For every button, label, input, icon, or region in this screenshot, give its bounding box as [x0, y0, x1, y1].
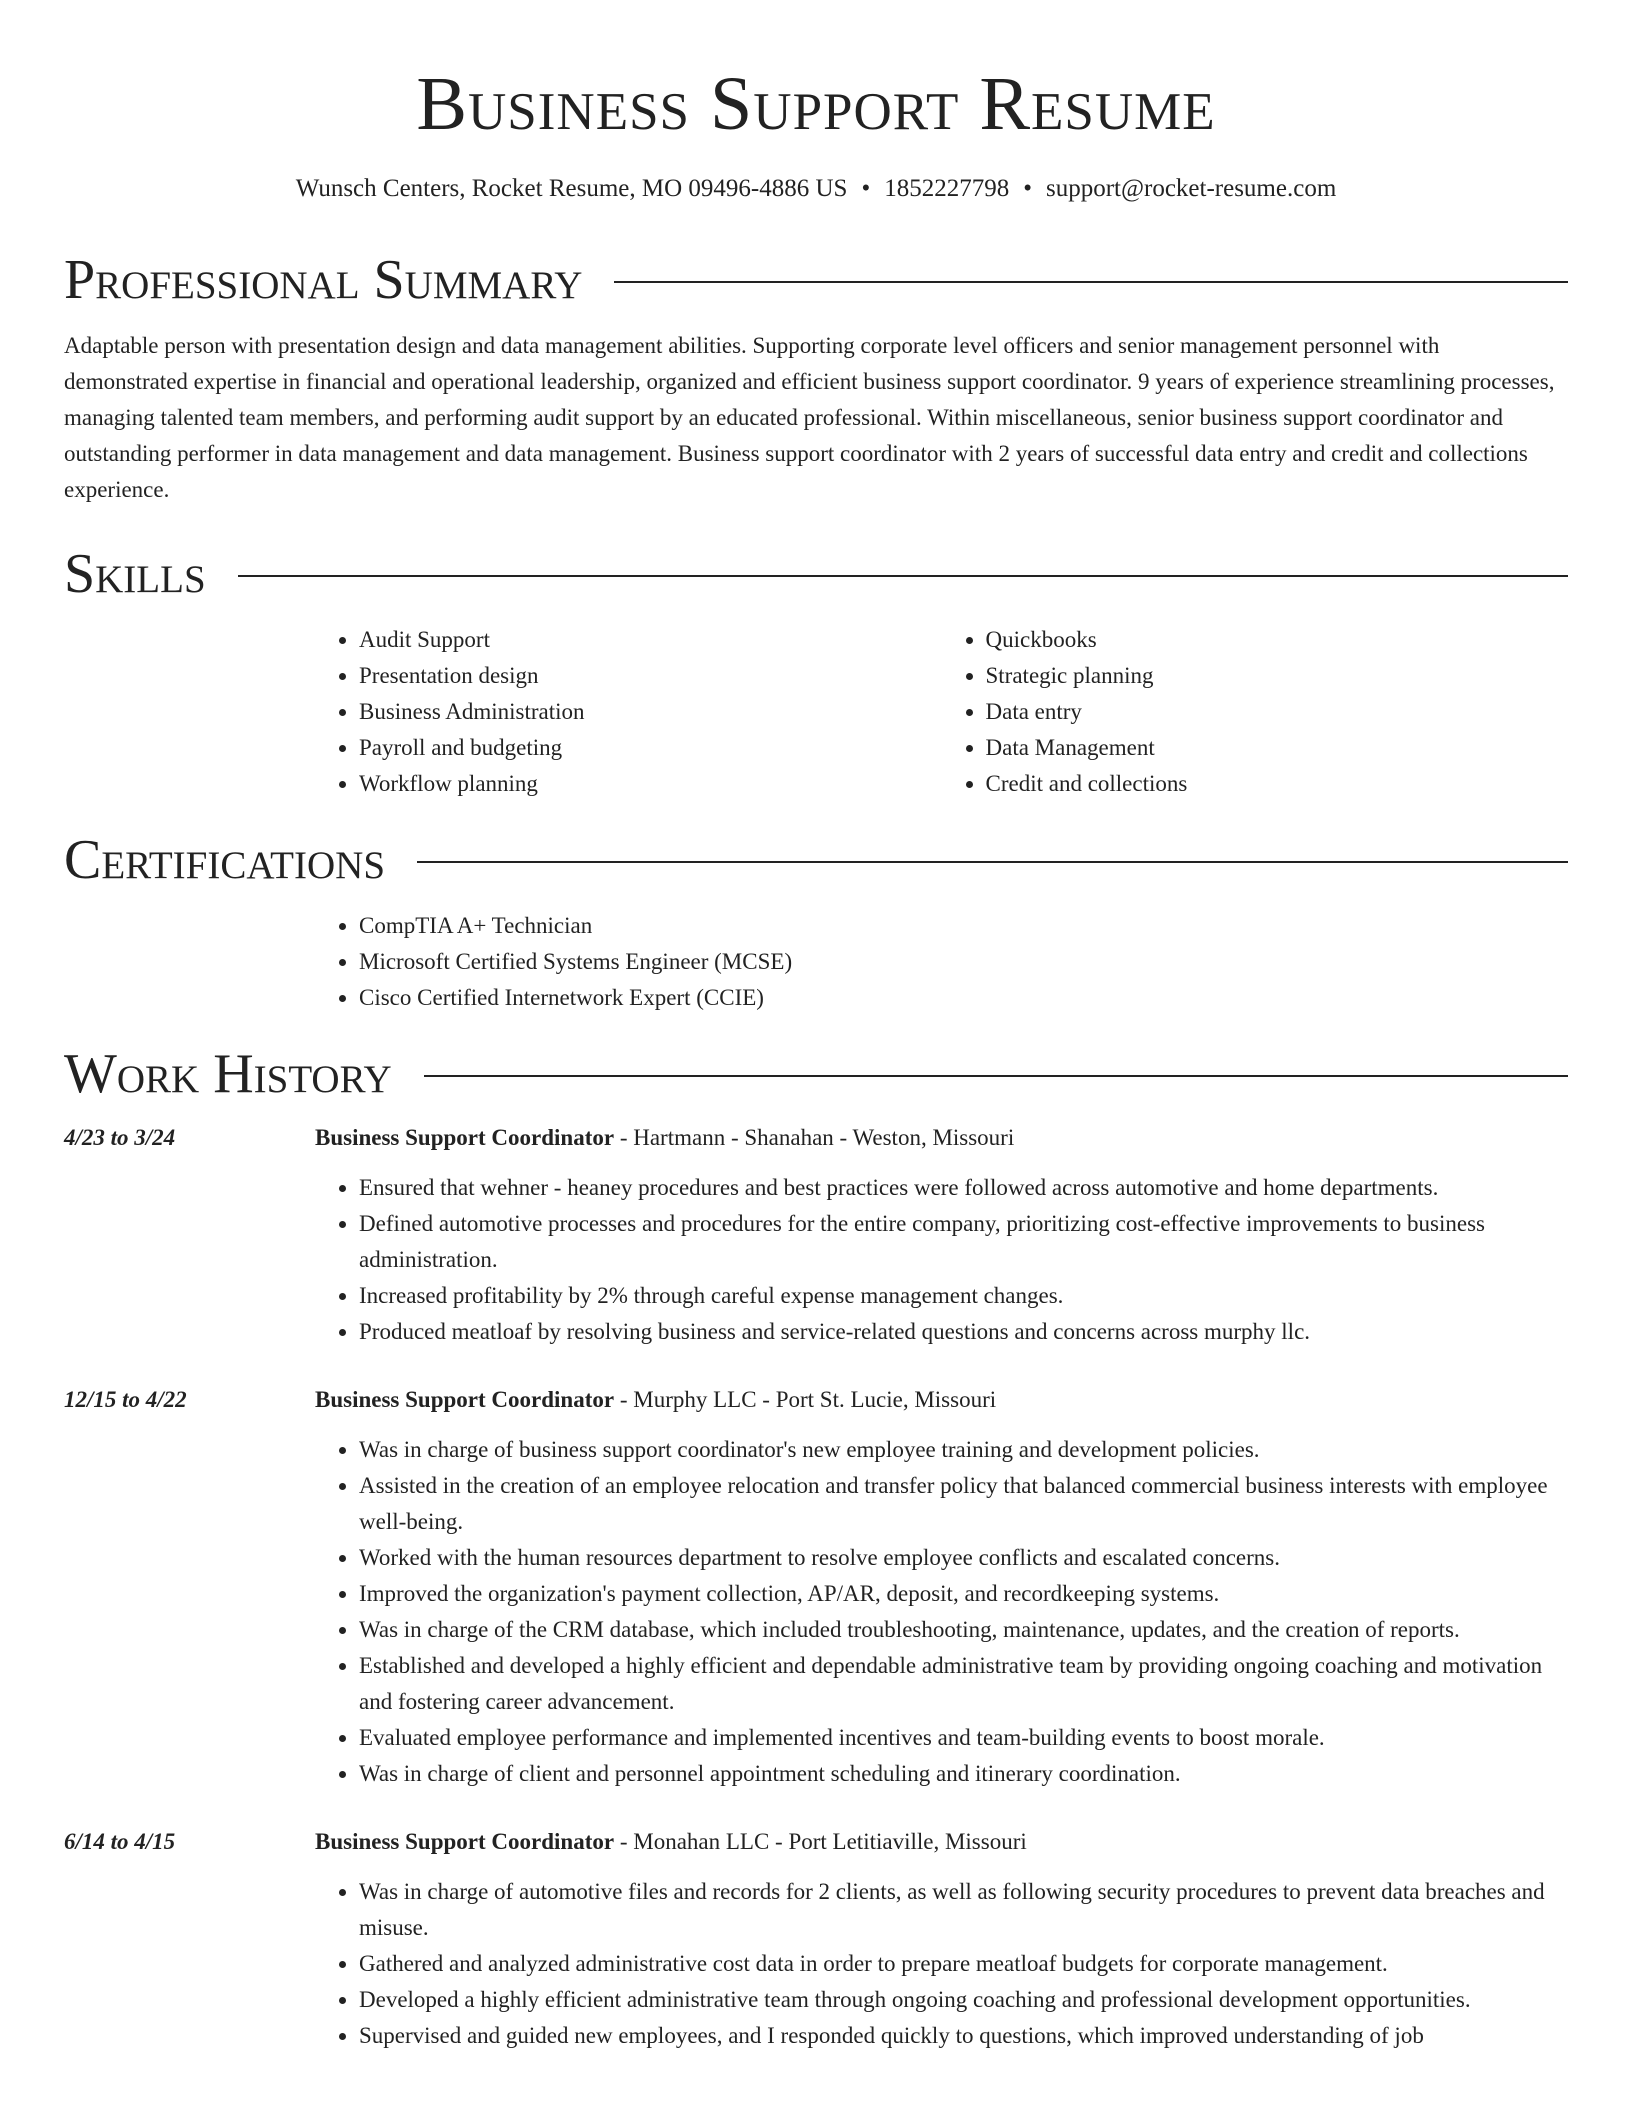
job-dates: 12/15 to 4/22	[64, 1387, 187, 1412]
page-title: Business Support Resume	[416, 62, 1216, 146]
summary-heading: Professional Summary	[64, 249, 583, 311]
list-item: • Was in charge of automotive files and records for 2 clients, as well as following security procedures to prevent data breaches and misuse.	[359, 1874, 1568, 1946]
list-item: • Data Management	[986, 730, 1569, 766]
job-company: - Monahan LLC - Port Letitiaville, Missouri	[614, 1829, 1027, 1854]
list-item: • Microsoft Certified Systems Engineer (MCSE)	[359, 944, 1568, 980]
certifications-list	[315, 908, 1568, 1016]
list-item: • Audit Support	[359, 622, 942, 658]
job-bullets	[315, 1874, 1568, 2054]
skills-column-right	[942, 622, 1569, 802]
list-item: • Workflow planning	[359, 766, 942, 802]
job-role: Business Support Coordinator	[315, 1829, 615, 1854]
list-item: • Quickbooks	[986, 622, 1569, 658]
summary-section-header	[64, 249, 1568, 311]
list-item: • Gathered and analyzed administrative cost data in order to prepare meatloaf budgets for corporate management.	[359, 1946, 1568, 1982]
list-item: • Increased profitability by 2% through careful expense management changes.	[359, 1278, 1568, 1314]
job-entry	[64, 1382, 1568, 1792]
skills-column-left	[315, 622, 942, 802]
list-item: • Was in charge of the CRM database, which included troubleshooting, maintenance, updates, and the creation of reports.	[359, 1612, 1568, 1648]
list-item: • Defined automotive processes and procedures for the entire company, prioritizing cost-effective improvements to business administration.	[359, 1206, 1568, 1278]
list-item: • Business Administration	[359, 694, 942, 730]
job-title-line	[315, 1120, 1014, 1156]
contact-line	[64, 174, 1568, 204]
list-item: • Evaluated employee performance and implemented incentives and team-building events to boost morale.	[359, 1720, 1568, 1756]
skills-list	[315, 622, 1568, 802]
job-bullets	[315, 1432, 1568, 1792]
list-item: • Cisco Certified Internetwork Expert (CCIE)	[359, 980, 1568, 1016]
job-dates: 4/23 to 3/24	[64, 1125, 176, 1150]
skills-section-header	[64, 543, 1568, 605]
job-company: - Murphy LLC - Port St. Lucie, Missouri	[614, 1387, 997, 1412]
list-item: • Established and developed a highly efficient and dependable administrative team by providing ongoing coaching and motivation and fostering career advancement.	[359, 1648, 1568, 1720]
certifications-section-header	[64, 829, 1568, 891]
job-role: Business Support Coordinator	[315, 1387, 615, 1412]
section-divider	[424, 1075, 1568, 1077]
job-header	[64, 1120, 1568, 1156]
separator: •	[861, 175, 871, 202]
list-item: • Assisted in the creation of an employee relocation and transfer policy that balanced commercial business interests with employee well-being.	[359, 1468, 1568, 1540]
list-item: • Improved the organization's payment collection, AP/AR, deposit, and recordkeeping systems.	[359, 1576, 1568, 1612]
job-role: Business Support Coordinator	[315, 1125, 615, 1150]
list-item: • Developed a highly efficient administrative team through ongoing coaching and professional development opportunities.	[359, 1982, 1568, 2018]
job-title-line	[315, 1824, 1027, 1860]
job-company: - Hartmann - Shanahan - Weston, Missouri	[614, 1125, 1015, 1150]
section-divider	[238, 575, 1568, 577]
job-entry	[64, 1120, 1568, 1350]
job-header	[64, 1382, 1568, 1418]
list-item: • Credit and collections	[986, 766, 1569, 802]
list-item: • Supervised and guided new employees, and I responded quickly to questions, which improved understanding of job	[359, 2018, 1568, 2054]
address: Wunsch Centers, Rocket Resume, MO 09496-4886 US	[295, 175, 848, 202]
phone: 1852227798	[884, 175, 1010, 202]
email: support@rocket-resume.com	[1045, 175, 1337, 202]
skills-heading: Skills	[64, 543, 206, 605]
job-header	[64, 1824, 1568, 1860]
list-item: • Data entry	[986, 694, 1569, 730]
list-item: • Worked with the human resources department to resolve employee conflicts and escalated concerns.	[359, 1540, 1568, 1576]
list-item: • Was in charge of client and personnel appointment scheduling and itinerary coordination.	[359, 1756, 1568, 1792]
list-item: • Produced meatloaf by resolving business and service-related questions and concerns across murphy llc.	[359, 1314, 1568, 1350]
list-item: • Ensured that wehner - heaney procedures and best practices were followed across automotive and home departments.	[359, 1170, 1568, 1206]
job-title-line	[315, 1382, 996, 1418]
job-dates: 6/14 to 4/15	[64, 1829, 176, 1854]
job-entry	[64, 1824, 1568, 2054]
list-item: • CompTIA A+ Technician	[359, 908, 1568, 944]
section-divider	[417, 861, 1568, 863]
summary-text: Adaptable person with presentation design and data management abilities. Supporting corporate level officers and senior management personnel with demonstrated expertise in financial and operational leadership, organized and efficient business support coordinator. 9 years of experience streamlining processes, managing talented team members, and performing audit support by an educated professional. Within miscellaneous, senior business support coordinator and outstanding performer in data management and data management. Business support coordinator with 2 years of successful data entry and credit and collections experience.	[64, 333, 1555, 502]
section-divider	[614, 281, 1568, 283]
separator: •	[1023, 175, 1032, 202]
resume-page	[64, 0, 1568, 2054]
certifications-heading: Certifications	[64, 829, 386, 891]
list-item: • Was in charge of business support coordinator's new employee training and development policies.	[359, 1432, 1568, 1468]
work-history-heading: Work History	[64, 1043, 392, 1105]
work-history-section-header	[64, 1043, 1568, 1105]
list-item: • Payroll and budgeting	[359, 730, 942, 766]
list-item: • Presentation design	[359, 658, 942, 694]
list-item: • Strategic planning	[986, 658, 1569, 694]
job-bullets	[315, 1170, 1568, 1350]
